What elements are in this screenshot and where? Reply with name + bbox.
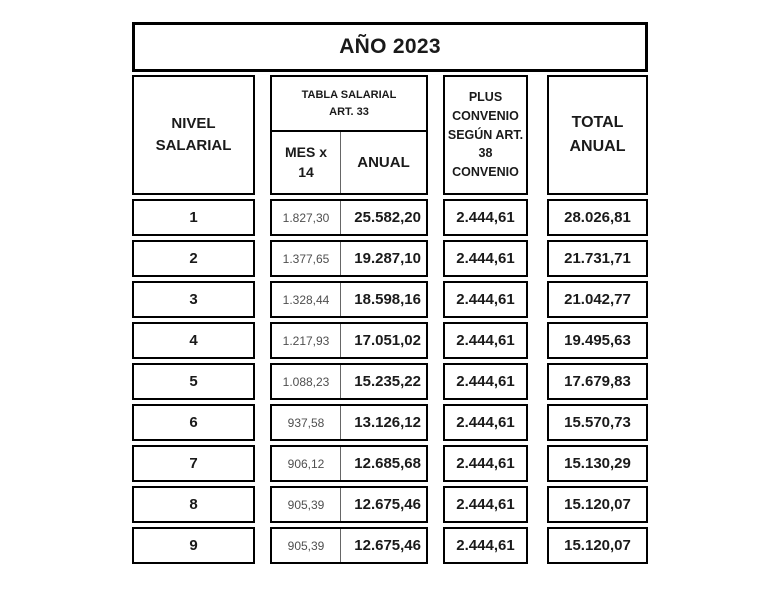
anual-value: 13.126,12 xyxy=(354,414,421,431)
plus-cell: 2.444,61 xyxy=(443,281,528,318)
column-total-anual xyxy=(547,75,648,564)
mes-value: 1.217,93 xyxy=(272,324,341,357)
salary-table xyxy=(132,22,648,564)
anual-value: 18.598,16 xyxy=(354,291,421,308)
total-cell: 15.120,07 xyxy=(547,527,648,564)
table-title-text: AÑO 2023 xyxy=(339,35,441,58)
anual-value: 12.675,46 xyxy=(354,496,421,513)
header-plus-convenio-label: PLUS CONVENIO SEGÚN ART. 38 CONVENIO xyxy=(447,90,524,180)
header-tabla-subcolumns xyxy=(272,132,426,193)
plus-cell: 2.444,61 xyxy=(443,486,528,523)
anual-value: 17.051,02 xyxy=(354,332,421,349)
plus-cell: 2.444,61 xyxy=(443,404,528,441)
header-tabla-salarial-group xyxy=(272,77,426,132)
tabla-row xyxy=(270,445,428,482)
nivel-cell: 2 xyxy=(132,240,255,277)
header-plus-convenio xyxy=(443,75,528,195)
plus-cell: 2.444,61 xyxy=(443,527,528,564)
mes-value: 1.328,44 xyxy=(272,283,341,316)
total-cell: 21.731,71 xyxy=(547,240,648,277)
plus-cell: 2.444,61 xyxy=(443,445,528,482)
nivel-cell: 3 xyxy=(132,281,255,318)
total-cell: 15.120,07 xyxy=(547,486,648,523)
header-mes-x14-label: MES x 14 xyxy=(284,143,327,180)
tabla-row xyxy=(270,281,428,318)
nivel-cell: 4 xyxy=(132,322,255,359)
header-tabla-salarial xyxy=(270,75,428,195)
anual-value: 19.287,10 xyxy=(354,250,421,267)
tabla-row xyxy=(270,486,428,523)
anual-value: 12.685,68 xyxy=(354,455,421,472)
total-cell: 15.570,73 xyxy=(547,404,648,441)
nivel-cell: 8 xyxy=(132,486,255,523)
anual-value: 25.582,20 xyxy=(354,209,421,226)
mes-value: 937,58 xyxy=(272,406,341,439)
header-total-anual-label: TOTAL ANUAL xyxy=(569,114,626,155)
tabla-row xyxy=(270,199,428,236)
anual-value: 15.235,22 xyxy=(354,373,421,390)
total-cell: 15.130,29 xyxy=(547,445,648,482)
header-anual-label: ANUAL xyxy=(357,154,410,171)
table-title xyxy=(132,22,648,72)
nivel-cell: 6 xyxy=(132,404,255,441)
total-cell: 19.495,63 xyxy=(547,322,648,359)
tabla-row xyxy=(270,322,428,359)
nivel-cell: 7 xyxy=(132,445,255,482)
column-nivel-salarial xyxy=(132,75,255,564)
total-cell: 28.026,81 xyxy=(547,199,648,236)
column-tabla-salarial xyxy=(270,75,428,564)
header-nivel-salarial-label: NIVEL SALARIAL xyxy=(155,114,232,154)
column-plus-convenio xyxy=(443,75,528,564)
mes-value: 906,12 xyxy=(272,447,341,480)
tabla-row xyxy=(270,527,428,564)
header-total-anual xyxy=(547,75,648,195)
mes-value: 905,39 xyxy=(272,529,341,562)
mes-value: 1.827,30 xyxy=(272,201,341,234)
anual-value: 12.675,46 xyxy=(354,537,421,554)
mes-value: 905,39 xyxy=(272,488,341,521)
plus-cell: 2.444,61 xyxy=(443,363,528,400)
table-columns xyxy=(132,75,648,564)
tabla-row xyxy=(270,404,428,441)
mes-value: 1.088,23 xyxy=(272,365,341,398)
plus-cell: 2.444,61 xyxy=(443,322,528,359)
total-cell: 21.042,77 xyxy=(547,281,648,318)
plus-cell: 2.444,61 xyxy=(443,199,528,236)
header-anual xyxy=(341,132,426,193)
nivel-cell: 1 xyxy=(132,199,255,236)
tabla-row xyxy=(270,363,428,400)
tabla-row xyxy=(270,240,428,277)
nivel-cell: 5 xyxy=(132,363,255,400)
nivel-cell: 9 xyxy=(132,527,255,564)
mes-value: 1.377,65 xyxy=(272,242,341,275)
header-nivel-salarial xyxy=(132,75,255,195)
total-cell: 17.679,83 xyxy=(547,363,648,400)
plus-cell: 2.444,61 xyxy=(443,240,528,277)
header-tabla-salarial-label: TABLA SALARIAL ART. 33 xyxy=(301,89,397,118)
header-mes-x14 xyxy=(272,132,341,193)
